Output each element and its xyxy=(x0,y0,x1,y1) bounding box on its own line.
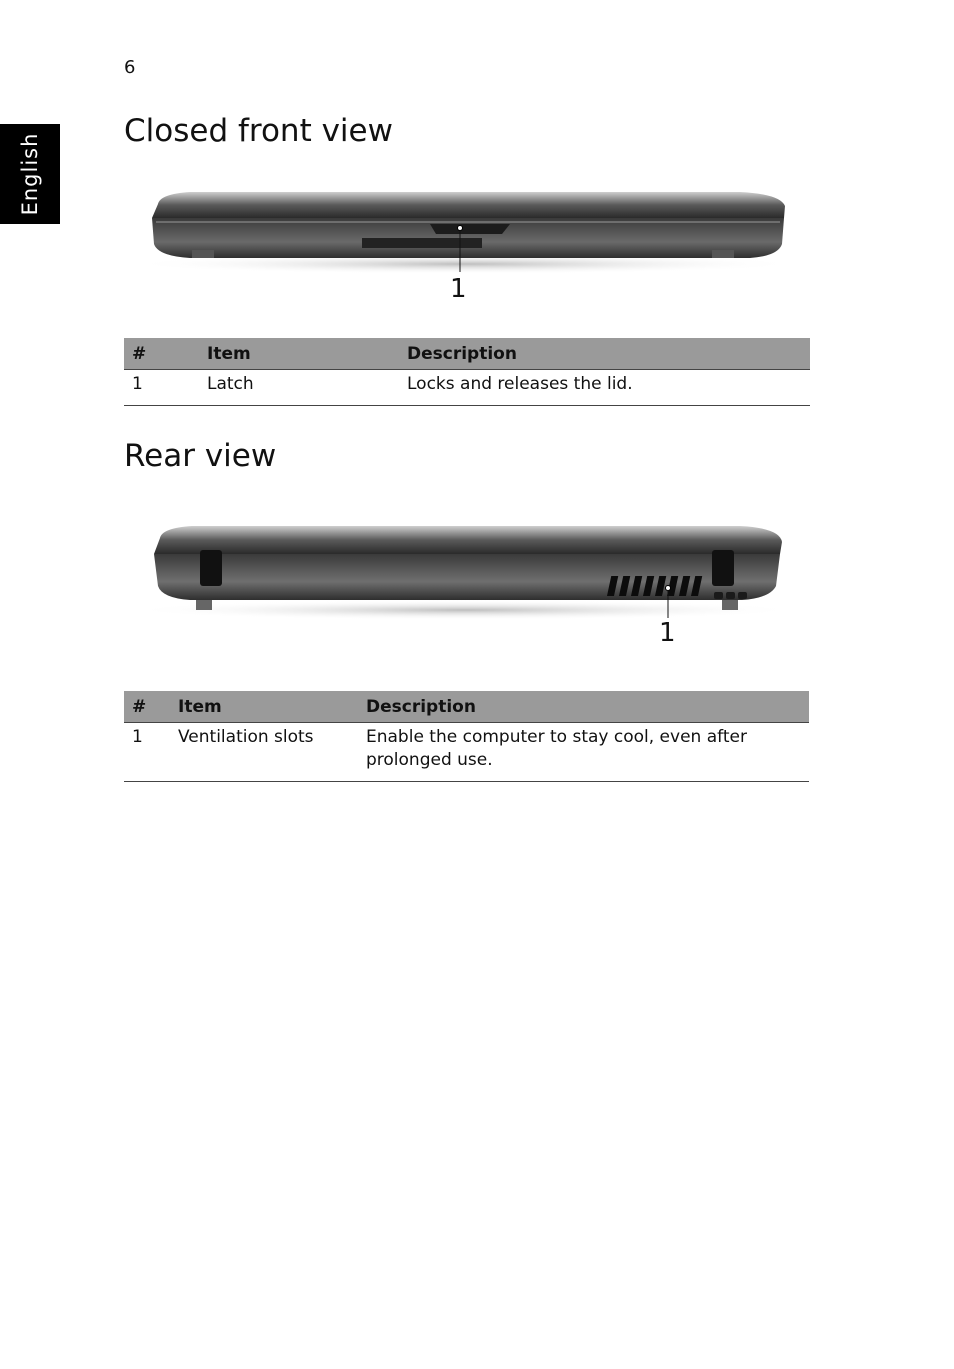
ventilation-callout-number: 1 xyxy=(659,618,676,648)
column-header-description: Description xyxy=(399,338,810,370)
row-number: 1 xyxy=(124,370,199,406)
row-description: Locks and releases the lid. xyxy=(399,370,810,406)
column-header-item: Item xyxy=(199,338,399,370)
latch-callout-number: 1 xyxy=(450,274,467,304)
row-description: Enable the computer to stay cool, even after prolonged use. xyxy=(358,723,809,782)
language-tab xyxy=(0,124,60,224)
table-header-row xyxy=(124,338,810,370)
closed-front-view-title: Closed front view xyxy=(124,113,393,149)
column-header-number: # xyxy=(124,691,170,723)
row-item: Latch xyxy=(199,370,399,406)
closed-front-view-table xyxy=(124,338,810,406)
closed-front-view-image xyxy=(130,182,810,312)
page-number: 6 xyxy=(124,57,136,78)
language-tab-label: English xyxy=(18,132,42,216)
row-item: Ventilation slots xyxy=(170,723,358,782)
rear-view-title: Rear view xyxy=(124,438,277,474)
rear-view-table xyxy=(124,691,809,782)
row-number: 1 xyxy=(124,723,170,782)
column-header-item: Item xyxy=(170,691,358,723)
column-header-number: # xyxy=(124,338,199,370)
table-row xyxy=(124,723,809,782)
column-header-description: Description xyxy=(358,691,809,723)
table-row xyxy=(124,370,810,406)
table-header-row xyxy=(124,691,809,723)
rear-view-image xyxy=(130,516,810,646)
